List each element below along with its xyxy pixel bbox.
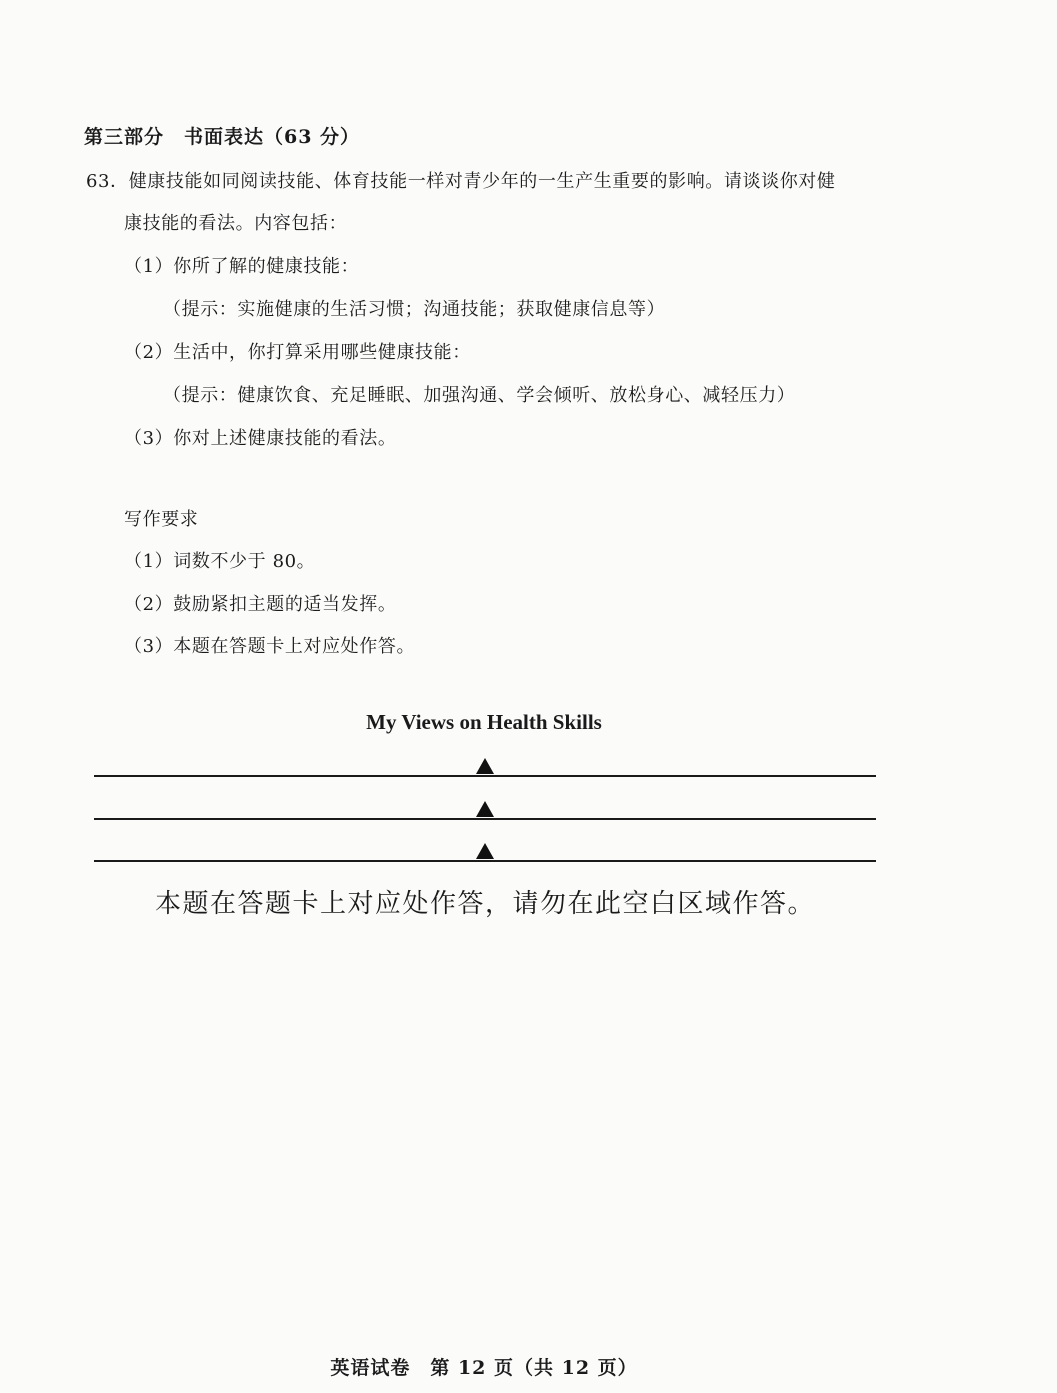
answer-line-3 <box>94 860 876 862</box>
content-item-3: （3）你对上述健康技能的看法。 <box>124 428 397 449</box>
requirements-heading: 写作要求 <box>124 509 199 530</box>
content-item-2-hint: （提示：健康饮食、充足睡眠、加强沟通、学会倾听、放松身心、减轻压力） <box>163 385 796 406</box>
answer-line-1 <box>94 775 876 777</box>
content-item-1-hint: （提示：实施健康的生活习惯；沟通技能；获取健康信息等） <box>163 299 666 320</box>
question-prompt-line-2: 康技能的看法。内容包括： <box>124 213 348 234</box>
triangle-marker-1 <box>476 758 494 774</box>
requirement-item-3: （3）本题在答题卡上对应处作答。 <box>124 636 416 657</box>
answer-line-2 <box>94 818 876 820</box>
answer-area-notice: 本题在答题卡上对应处作答，请勿在此空白区域作答。 <box>155 889 816 919</box>
triangle-marker-2 <box>476 801 494 817</box>
page-footer: 英语试卷 第 12 页（共 12 页） <box>330 1357 638 1379</box>
requirement-item-2: （2）鼓励紧扣主题的适当发挥。 <box>124 594 397 615</box>
requirement-item-1: （1）词数不少于 80。 <box>124 551 316 572</box>
content-item-1: （1）你所了解的健康技能： <box>124 256 360 277</box>
essay-title: My Views on Health Skills <box>366 710 602 734</box>
section-title: 第三部分 书面表达（63 分） <box>84 126 361 148</box>
question-prompt-line-1: 63．健康技能如同阅读技能、体育技能一样对青少年的一生产生重要的影响。请谈谈你对健 <box>86 171 836 192</box>
triangle-marker-3 <box>476 843 494 859</box>
content-item-2: （2）生活中，你打算采用哪些健康技能： <box>124 342 471 363</box>
